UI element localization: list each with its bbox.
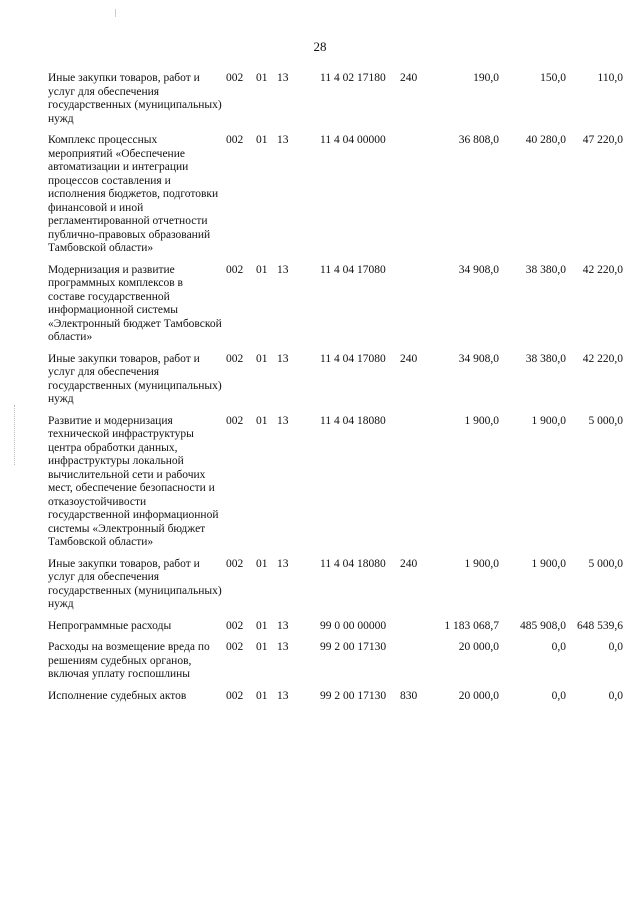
code-gr: 002 <box>226 414 244 427</box>
scan-margin-mark <box>14 405 16 465</box>
expense-name: Модернизация и развитие программных комплексов в составе государственной информационной системы «Электронный бюджет Тамбовской области» <box>48 263 222 343</box>
code-vr <box>400 641 424 690</box>
code-gr: 002 <box>226 619 244 632</box>
code-csr: 11 4 04 18080 <box>320 557 386 570</box>
amount-year-1: 36 808,0 <box>458 134 499 146</box>
amount-year-2: 485 908,0 <box>520 619 566 632</box>
code-pr: 13 <box>277 689 289 702</box>
table-row <box>48 264 623 353</box>
budget-table-body <box>48 72 623 711</box>
amount-year-3: 648 539,6 <box>577 619 623 632</box>
code-rz: 01 <box>256 619 268 632</box>
expense-name: Исполнение судебных актов <box>48 689 187 702</box>
code-pr: 13 <box>277 557 289 570</box>
expense-name: Непрограммные расходы <box>48 619 172 632</box>
code-pr: 13 <box>277 263 289 276</box>
table-row <box>48 72 623 134</box>
expense-name: Иные закупки товаров, работ и услуг для обеспечения государственных (муниципальных) нужд <box>48 352 222 405</box>
amount-year-3: 0,0 <box>608 641 623 653</box>
code-pr: 13 <box>277 134 289 146</box>
code-csr: 11 4 04 17080 <box>320 263 386 276</box>
amount-year-2: 0,0 <box>551 689 566 702</box>
amount-year-2: 0,0 <box>551 641 566 653</box>
code-vr: 240 <box>400 72 418 84</box>
expense-name: Комплекс процессных мероприятий «Обеспечение автоматизации и интеграции процессов составления и исполнения бюджетов, подготовки финансовой и иной регламентированной отчетности публично-правовых образований Тамбовской области» <box>48 134 219 254</box>
amount-year-2: 1 900,0 <box>531 557 566 570</box>
code-pr: 13 <box>277 414 289 427</box>
code-csr: 11 4 04 18080 <box>320 414 386 427</box>
expense-name: Развитие и модернизация технической инфраструктуры центра обработки данных, инфраструктуры локальной вычислительной сети и рабочих мест, обеспечение безопасности и отказоустойчивости государственной информационной системы «Электронный бюджет Тамбовской области» <box>48 414 219 548</box>
table-row <box>48 134 623 264</box>
table-row <box>48 641 623 690</box>
code-gr: 002 <box>226 352 244 365</box>
budget-table <box>48 72 623 711</box>
amount-year-1: 1 183 068,7 <box>444 619 499 632</box>
code-gr: 002 <box>226 557 244 570</box>
amount-year-2: 38 380,0 <box>525 352 566 365</box>
amount-year-3: 5 000,0 <box>588 557 623 570</box>
code-rz: 01 <box>256 414 268 427</box>
code-csr: 11 4 04 00000 <box>320 134 386 146</box>
amount-year-1: 1 900,0 <box>464 414 499 427</box>
code-vr <box>400 415 424 558</box>
amount-year-2: 38 380,0 <box>525 263 566 276</box>
amount-year-1: 20 000,0 <box>458 641 499 653</box>
table-row <box>48 558 623 620</box>
code-vr: 830 <box>400 689 418 702</box>
code-gr: 002 <box>226 263 244 276</box>
amount-year-1: 190,0 <box>473 72 499 84</box>
code-vr: 240 <box>400 557 418 570</box>
expense-name: Расходы на возмещение вреда по решениям судебных органов, включая уплату госпошлины <box>48 641 210 680</box>
code-vr <box>400 620 424 642</box>
expense-name: Иные закупки товаров, работ и услуг для обеспечения государственных (муниципальных) нужд <box>48 557 222 610</box>
code-vr <box>400 264 424 353</box>
code-rz: 01 <box>256 352 268 365</box>
scan-speck <box>115 9 117 17</box>
amount-year-3: 0,0 <box>608 689 623 702</box>
expense-name: Иные закупки товаров, работ и услуг для обеспечения государственных (муниципальных) нужд <box>48 72 222 125</box>
code-rz: 01 <box>256 72 268 84</box>
code-rz: 01 <box>256 263 268 276</box>
code-vr: 240 <box>400 352 418 365</box>
amount-year-3: 110,0 <box>597 72 623 84</box>
table-row <box>48 620 623 642</box>
code-pr: 13 <box>277 72 289 84</box>
code-rz: 01 <box>256 689 268 702</box>
code-gr: 002 <box>226 134 244 146</box>
amount-year-3: 42 220,0 <box>582 263 623 276</box>
amount-year-3: 47 220,0 <box>582 134 623 146</box>
amount-year-3: 42 220,0 <box>582 352 623 365</box>
code-csr: 99 2 00 17130 <box>320 641 387 653</box>
table-row <box>48 415 623 558</box>
code-pr: 13 <box>277 619 289 632</box>
code-gr: 002 <box>226 72 244 84</box>
table-row <box>48 690 623 712</box>
amount-year-2: 40 280,0 <box>525 134 566 146</box>
amount-year-1: 20 000,0 <box>458 689 499 702</box>
code-csr: 99 0 00 00000 <box>320 619 387 632</box>
code-csr: 11 4 02 17180 <box>320 72 386 84</box>
page-number: 28 <box>313 39 327 54</box>
code-pr: 13 <box>277 641 289 653</box>
amount-year-2: 150,0 <box>540 72 566 84</box>
amount-year-2: 1 900,0 <box>531 414 566 427</box>
code-vr <box>400 134 424 264</box>
amount-year-1: 34 908,0 <box>458 352 499 365</box>
amount-year-3: 5 000,0 <box>588 414 623 427</box>
code-gr: 002 <box>226 641 244 653</box>
amount-year-1: 34 908,0 <box>458 263 499 276</box>
code-csr: 99 2 00 17130 <box>320 689 387 702</box>
code-rz: 01 <box>256 134 268 146</box>
code-csr: 11 4 04 17080 <box>320 352 386 365</box>
code-rz: 01 <box>256 641 268 653</box>
amount-year-1: 1 900,0 <box>464 557 499 570</box>
table-row <box>48 353 623 415</box>
code-pr: 13 <box>277 352 289 365</box>
code-gr: 002 <box>226 689 244 702</box>
code-rz: 01 <box>256 557 268 570</box>
